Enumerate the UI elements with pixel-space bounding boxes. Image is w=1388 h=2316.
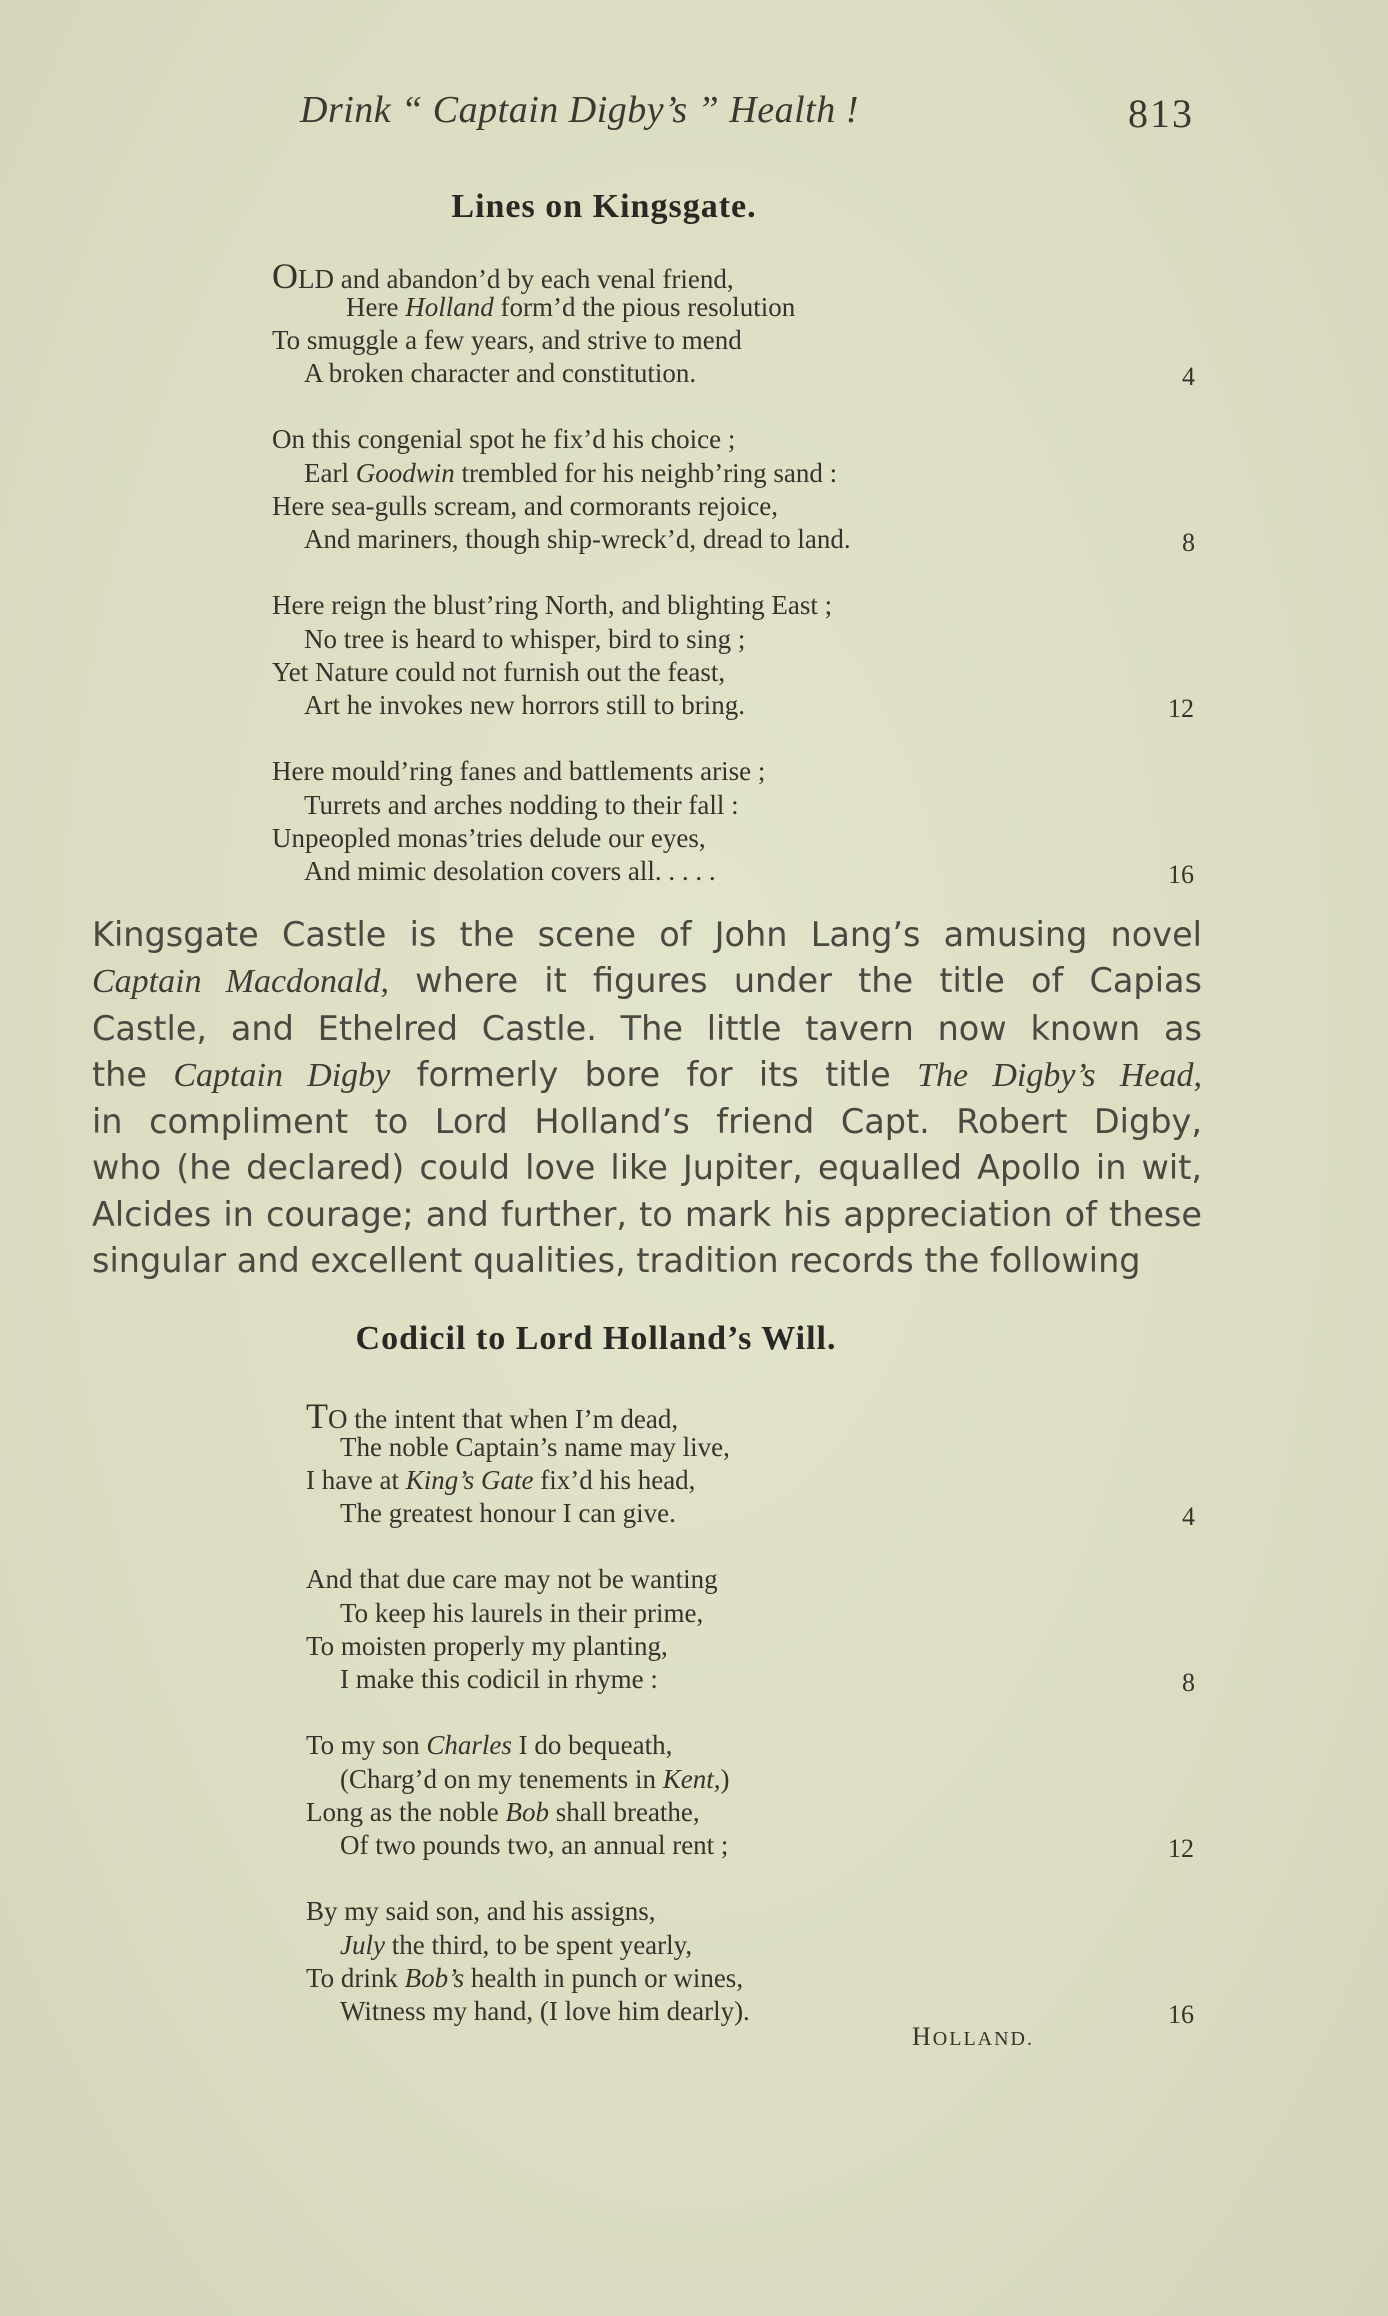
verse-line: July the third, to be spent yearly, <box>340 1930 693 1960</box>
verse-line: No tree is heard to whisper, bird to sing ; <box>304 624 746 654</box>
line-number: 4 <box>1182 1502 1195 1531</box>
line-number: 12 <box>1168 694 1194 723</box>
line-number: 16 <box>1168 860 1194 889</box>
verse-line: To my son Charles I do bequeath, <box>306 1730 673 1760</box>
prose-line: who (he declared) could love like Jupiter, equalled Apollo in wit, <box>92 1148 1202 1188</box>
verse-line: (Charg’d on my tenements in Kent,) <box>340 1764 730 1794</box>
line-number: 8 <box>1182 528 1195 557</box>
verse-line: To drink Bob’s health in punch or wines, <box>306 1963 744 1993</box>
line-number: 4 <box>1182 362 1195 391</box>
line-number: 8 <box>1182 1668 1195 1697</box>
verse-line: I make this codicil in rhyme : <box>340 1664 658 1694</box>
verse-line: Witness my hand, (I love him dearly). <box>340 1996 750 2026</box>
verse-line: Here mould’ring fanes and battlements arise ; <box>272 756 766 786</box>
prose-line: Castle, and Ethelred Castle. The little tavern now known as <box>92 1008 1202 1048</box>
verse-line: Unpeopled monas’tries delude our eyes, <box>272 823 706 853</box>
prose-line: in compliment to Lord Holland’s friend Capt. Robert Digby, <box>92 1102 1202 1142</box>
signature: HOLLAND. <box>912 2022 1034 2051</box>
verse-line: The noble Captain’s name may live, <box>340 1432 730 1462</box>
line-number: 16 <box>1168 2000 1194 2029</box>
verse-line: Here sea-gulls scream, and cormorants rejoice, <box>272 491 779 521</box>
verse-line: And mariners, though ship-wreck’d, dread to land. <box>304 524 851 554</box>
verse-line: Here Holland form’d the pious resolution <box>346 292 796 322</box>
prose-line: Captain Macdonald, where it figures under the title of Capias <box>92 961 1202 1001</box>
verse-line: By my said son, and his assigns, <box>306 1896 656 1926</box>
verse-line: On this congenial spot he fix’d his choice ; <box>272 424 736 454</box>
verse-line: A broken character and constitution. <box>304 358 697 388</box>
prose-line: singular and excellent qualities, tradition records the following <box>92 1241 1141 1281</box>
verse-line: Art he invokes new horrors still to bring. <box>304 690 745 720</box>
verse-line: OLD and abandon’d by each venal friend, <box>272 256 734 296</box>
verse-line: I have at King’s Gate fix’d his head, <box>306 1465 696 1495</box>
prose-line: the Captain Digby formerly bore for its title The Digby’s Head, <box>92 1054 1202 1094</box>
prose-paragraph <box>92 912 1202 1284</box>
verse-line: Turrets and arches nodding to their fall : <box>304 790 739 820</box>
verse-line: To moisten properly my planting, <box>306 1631 668 1661</box>
verse-line: Yet Nature could not furnish out the feast, <box>272 657 726 687</box>
line-number: 12 <box>1168 1834 1194 1863</box>
verse-line: And that due care may not be wanting <box>306 1564 718 1594</box>
verse-line: Long as the noble Bob shall breathe, <box>306 1797 700 1827</box>
verse-line: To smuggle a few years, and strive to mend <box>272 325 742 355</box>
prose-line: Kingsgate Castle is the scene of John Lang’s amusing novel <box>92 915 1202 954</box>
verse-line: Of two pounds two, an annual rent ; <box>340 1830 729 1860</box>
running-head: Drink “ Captain Digby’s ” Health ! <box>300 89 859 131</box>
prose-line: Alcides in courage; and further, to mark his appreciation of these <box>92 1194 1202 1234</box>
verse-line: The greatest honour I can give. <box>340 1498 676 1528</box>
verse-line: To keep his laurels in their prime, <box>340 1598 704 1628</box>
verse-line: Here reign the blust’ring North, and blighting East ; <box>272 590 833 620</box>
verse-line: And mimic desolation covers all. . . . . <box>304 856 716 886</box>
poem-title-kingsgate: Lines on Kingsgate. <box>451 188 757 225</box>
page-number: 813 <box>1128 91 1194 136</box>
poem-title-codicil: Codicil to Lord Holland’s Will. <box>355 1320 837 1357</box>
verse-line: Earl Goodwin trembled for his neighb’ring sand : <box>304 458 838 488</box>
verse-line: TO the intent that when I’m dead, <box>306 1396 679 1436</box>
